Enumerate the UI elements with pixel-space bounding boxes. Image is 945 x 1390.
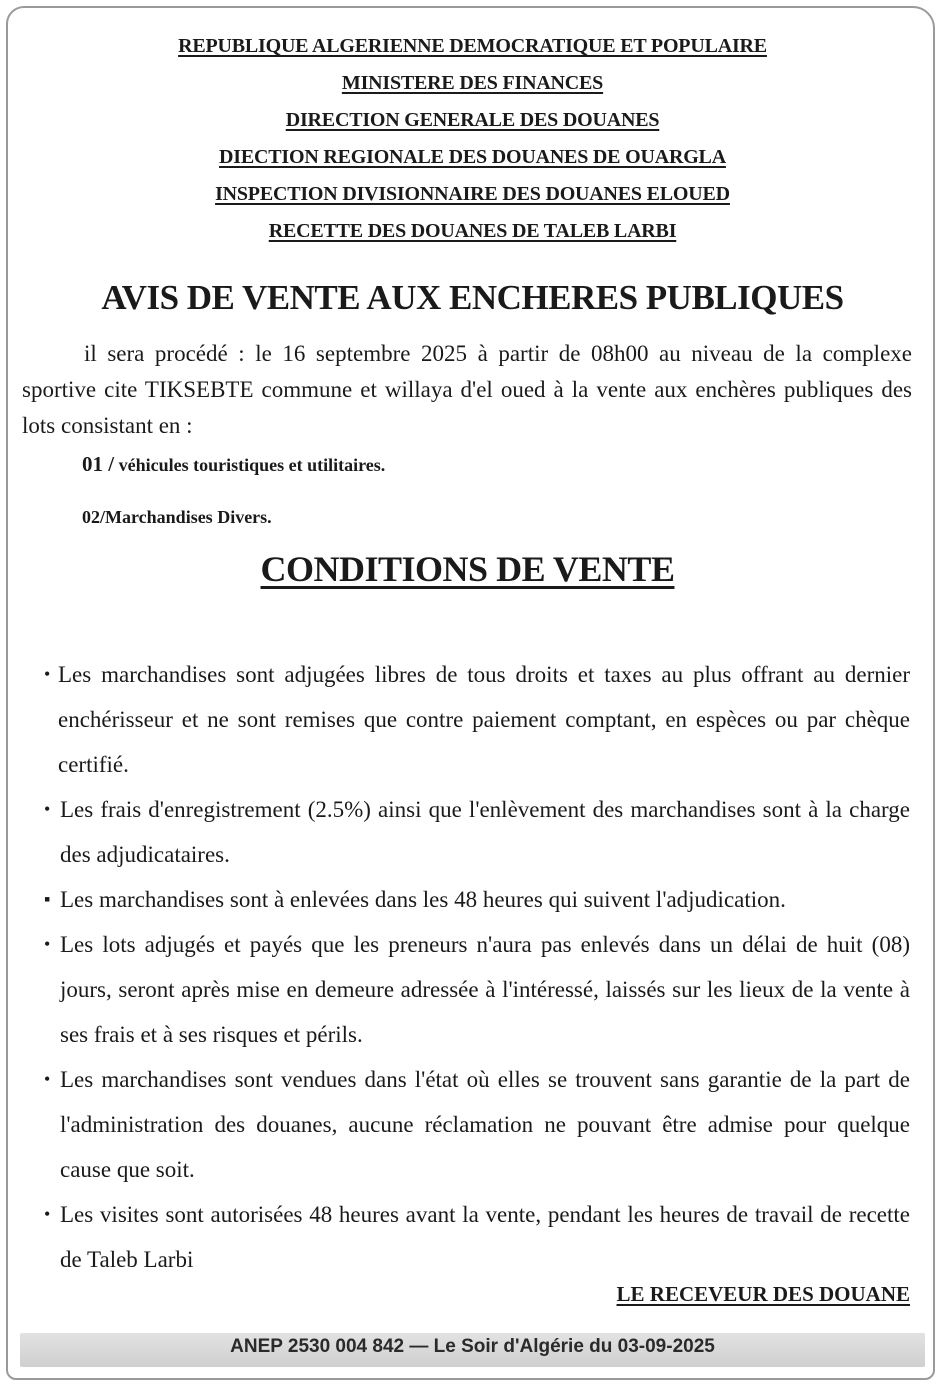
condition-item: ▪ Les marchandises sont à enlevées dans les 48 heures qui suivent l'adjudication. bbox=[44, 877, 910, 922]
header-line-direction-regionale: DIECTION REGIONALE DES DOUANES DE OUARGLA bbox=[219, 146, 726, 168]
lot-item bbox=[82, 507, 272, 528]
conditions-title: CONDITIONS DE VENTE bbox=[260, 549, 675, 589]
bullet-icon: • bbox=[44, 1069, 51, 1089]
condition-item: • Les marchandises sont adjugées libres de tous droits et taxes au plus offrant au dernier enchérisseur et ne sont remises que contre paiement comptant, en espèces ou par chèque certifié. bbox=[44, 652, 910, 787]
bullet-icon: ▪ bbox=[44, 889, 51, 909]
conditions-list bbox=[44, 652, 910, 1282]
header-line-inspection: INSPECTION DIVISIONNAIRE DES DOUANES ELOUED bbox=[215, 183, 730, 205]
bullet-icon: • bbox=[44, 664, 51, 684]
lot-number: 02/ bbox=[82, 507, 106, 527]
bullet-icon: • bbox=[44, 934, 51, 954]
header-line-ministry: MINISTERE DES FINANCES bbox=[341, 72, 604, 94]
condition-item: • Les visites sont autorisées 48 heures avant la vente, pendant les heures de travail de recette de Taleb Larbi bbox=[44, 1192, 910, 1282]
header-line-recette: RECETTE DES DOUANES DE TALEB LARBI bbox=[268, 220, 677, 242]
letterhead bbox=[0, 28, 945, 250]
lot-item bbox=[82, 452, 385, 477]
lot-label: véhicules touristiques et utilitaires. bbox=[118, 455, 386, 475]
notice-intro bbox=[22, 336, 912, 444]
notice-intro-text: il sera procédé : le 16 septembre 2025 à partir de 08h00 au niveau de la complexe sportive cite TIKSEBTE commune et willaya d'el oued à la vente aux enchères publiques des lots consistant en : bbox=[22, 341, 912, 438]
signature: LE RECEVEUR DES DOUANE bbox=[616, 1282, 910, 1306]
lot-number: 01 / bbox=[82, 452, 115, 476]
condition-item: • Les lots adjugés et payés que les preneurs n'aura pas enlevés dans un délai de huit (08) jours, seront après mise en demeure adressée à l'intéressé, laissés sur les lieux de la vente à ses frais et à ses risques et périls. bbox=[44, 922, 910, 1057]
publication-footer: ANEP 2530 004 842 — Le Soir d'Algérie du 03-09-2025 bbox=[230, 1336, 715, 1357]
bullet-icon: • bbox=[44, 799, 51, 819]
condition-item: • Les marchandises sont vendues dans l'état où elles se trouvent sans garantie de la part de l'administration des douanes, aucune réclamation ne pouvant être admise pour quelque cause que soit. bbox=[44, 1057, 910, 1192]
notice-title: AVIS DE VENTE AUX ENCHERES PUBLIQUES bbox=[101, 278, 844, 317]
header-line-direction-generale: DIRECTION GENERALE DES DOUANES bbox=[285, 109, 660, 131]
lot-label: Marchandises Divers. bbox=[105, 507, 272, 527]
header-line-republic: REPUBLIQUE ALGERIENNE DEMOCRATIQUE ET POPULAIRE bbox=[178, 35, 767, 57]
bullet-icon: • bbox=[44, 1204, 51, 1224]
condition-item: • Les frais d'enregistrement (2.5%) ainsi que l'enlèvement des marchandises sont à la charge des adjudicataires. bbox=[44, 787, 910, 877]
